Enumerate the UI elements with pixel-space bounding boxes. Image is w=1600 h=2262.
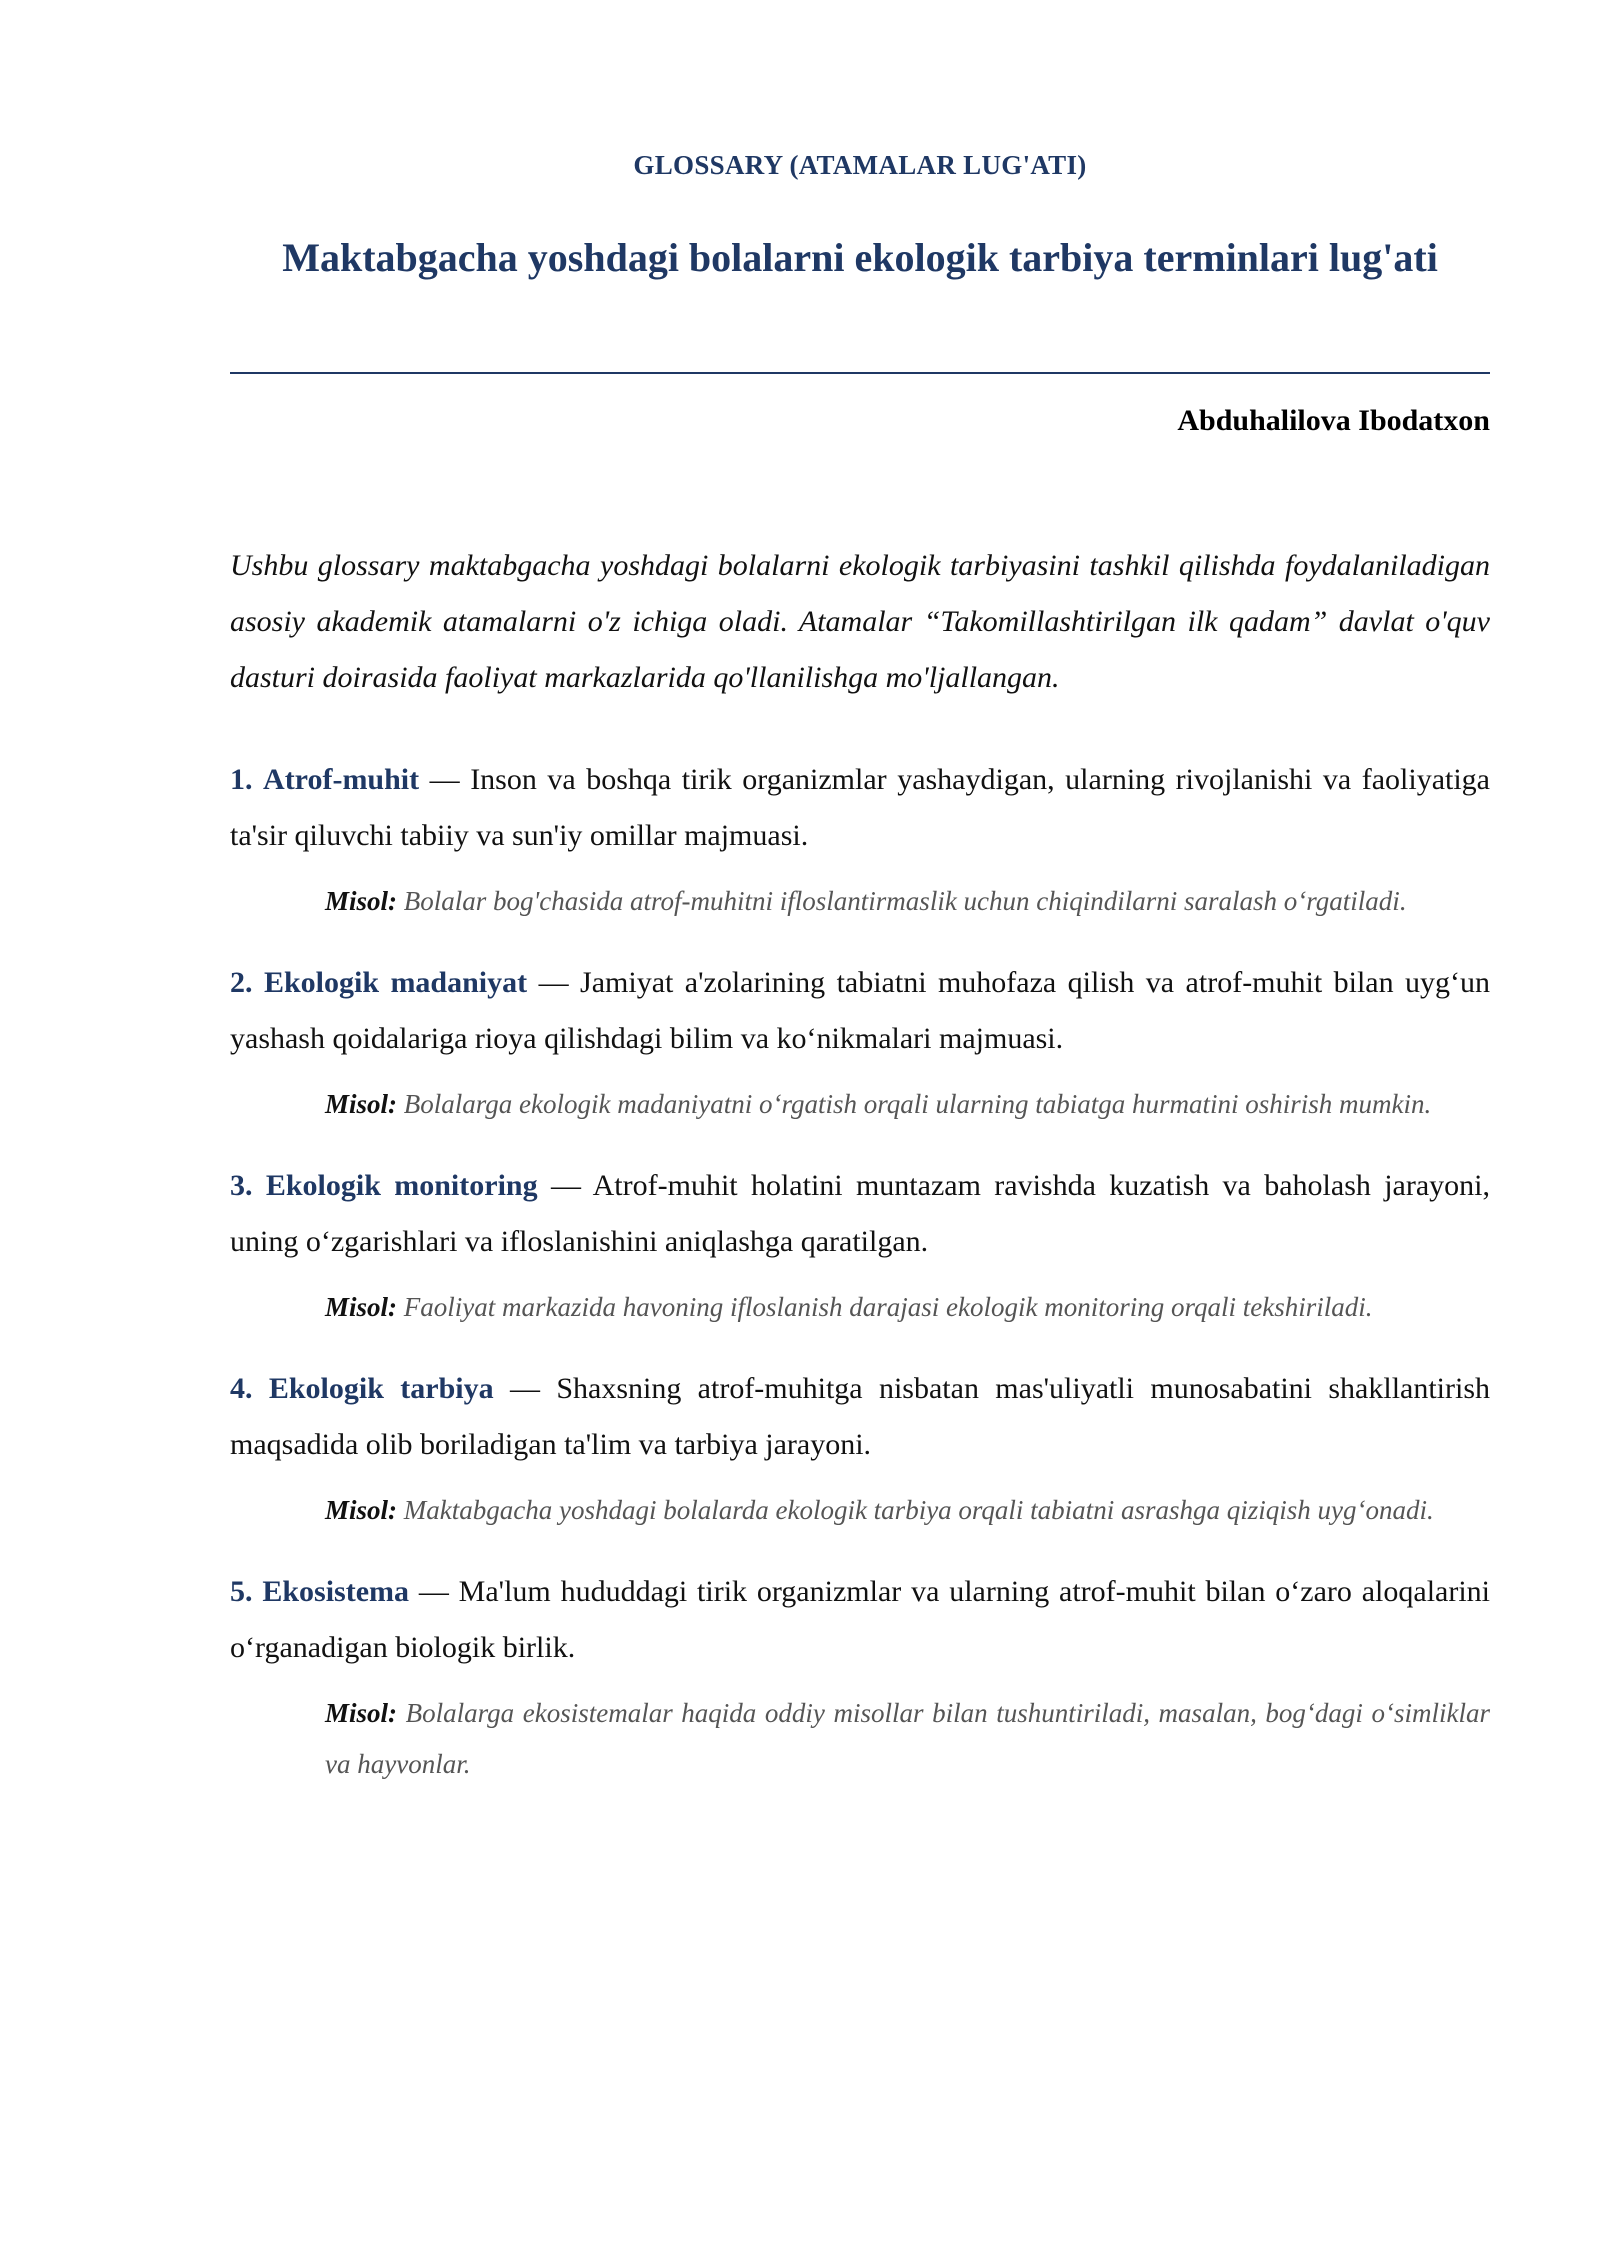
example-text: Bolalar bog'chasida atrof-muhitni ifloslantirmaslik uchun chiqindilarni saralash o‘rgatiladi. bbox=[403, 886, 1407, 916]
entry-number: 4. bbox=[230, 1372, 253, 1405]
intro-paragraph: Ushbu glossary maktabgacha yoshdagi bolalarni ekologik tarbiyasini tashkil qilishda foydalaniladigan asosiy akademik atamalarni o'z ichiga oladi. Atamalar “Takomillashtirilgan ilk qadam” davlat o'quv dasturi doirasida faoliyat markazlarida qo'llanilishga mo'ljallangan. bbox=[230, 549, 1490, 694]
entry-number: 5. bbox=[230, 1575, 253, 1608]
entry-dash: — bbox=[537, 1169, 593, 1202]
entry-definition-line bbox=[230, 1361, 1490, 1473]
entry-term: Ekologik monitoring bbox=[265, 1169, 538, 1202]
glossary-entry bbox=[230, 955, 1490, 1130]
entry-definition-line bbox=[230, 955, 1490, 1067]
entry-number: 2. bbox=[230, 966, 253, 999]
entry-definition: Inson va boshqa tirik organizmlar yashaydigan, ularning rivojlanishi va faoliyatiga ta'sir qiluvchi tabiiy va sun'iy omillar majmuasi. bbox=[230, 763, 1490, 852]
example-text: Bolalarga ekosistemalar haqida oddiy misollar bilan tushuntiriladi, masalan, bog‘dagi o‘simliklar va hayvonlar. bbox=[325, 1698, 1490, 1779]
example-text: Bolalarga ekologik madaniyatni o‘rgatish orqali ularning tabiatga hurmatini oshirish mumkin. bbox=[403, 1089, 1432, 1119]
entry-definition: Shaxsning atrof-muhitga nisbatan mas'uliyatli munosabatini shakllantirish maqsadida olib boriladigan ta'lim va tarbiya jarayoni. bbox=[230, 1372, 1491, 1461]
glossary-entry bbox=[230, 752, 1490, 927]
entry-example bbox=[325, 1079, 1490, 1130]
document-supertitle: GLOSSARY (ATAMALAR LUG'ATI) bbox=[633, 150, 1087, 180]
entry-example bbox=[325, 1485, 1490, 1536]
entry-definition-line bbox=[230, 752, 1490, 864]
glossary-entries bbox=[230, 752, 1490, 1818]
title-divider bbox=[230, 372, 1490, 374]
entry-dash: — bbox=[419, 763, 471, 796]
entry-example bbox=[325, 1282, 1490, 1333]
entry-dash: — bbox=[493, 1372, 557, 1405]
example-label: Misol: bbox=[325, 1495, 398, 1525]
entry-definition: Jamiyat a'zolarining tabiatni muhofaza qilish va atrof-muhit bilan uyg‘un yashash qoidalariga rioya qilishdagi bilim va ko‘nikmalari majmuasi. bbox=[230, 966, 1491, 1055]
entry-dash: — bbox=[527, 966, 581, 999]
example-label: Misol: bbox=[325, 1292, 398, 1322]
document-title: Maktabgacha yoshdagi bolalarni ekologik tarbiya terminlari lug'ati bbox=[282, 235, 1438, 280]
entry-term: Ekologik tarbiya bbox=[268, 1372, 494, 1405]
entry-number: 3. bbox=[230, 1169, 253, 1202]
entry-term: Ekologik madaniyat bbox=[263, 966, 528, 999]
entry-dash: — bbox=[409, 1575, 459, 1608]
author-name: Abduhalilova Ibodatxon bbox=[1177, 404, 1490, 437]
example-label: Misol: bbox=[325, 1089, 398, 1119]
glossary-entry bbox=[230, 1564, 1490, 1790]
entry-definition: Atrof-muhit holatini muntazam ravishda kuzatish va baholash jarayoni, uning o‘zgarishlari va ifloslanishini aniqlashga qaratilgan. bbox=[230, 1169, 1491, 1258]
entry-definition: Ma'lum hududdagi tirik organizmlar va ularning atrof-muhit bilan o‘zaro aloqalarini o‘rganadigan biologik birlik. bbox=[230, 1575, 1491, 1664]
glossary-entry bbox=[230, 1158, 1490, 1333]
example-text: Maktabgacha yoshdagi bolalarda ekologik tarbiya orqali tabiatni asrashga qiziqish uyg‘onadi. bbox=[403, 1495, 1434, 1525]
example-label: Misol: bbox=[325, 886, 398, 916]
entry-number: 1. bbox=[230, 763, 253, 796]
entry-example bbox=[325, 876, 1490, 927]
entry-term: Atrof-muhit bbox=[263, 763, 420, 796]
entry-definition-line bbox=[230, 1158, 1490, 1270]
entry-example bbox=[325, 1688, 1490, 1790]
example-text: Faoliyat markazida havoning ifloslanish darajasi ekologik monitoring orqali tekshiriladi. bbox=[403, 1292, 1373, 1322]
glossary-entry bbox=[230, 1361, 1490, 1536]
entry-definition-line bbox=[230, 1564, 1490, 1676]
entry-term: Ekosistema bbox=[262, 1575, 410, 1608]
example-label: Misol: bbox=[325, 1698, 398, 1728]
